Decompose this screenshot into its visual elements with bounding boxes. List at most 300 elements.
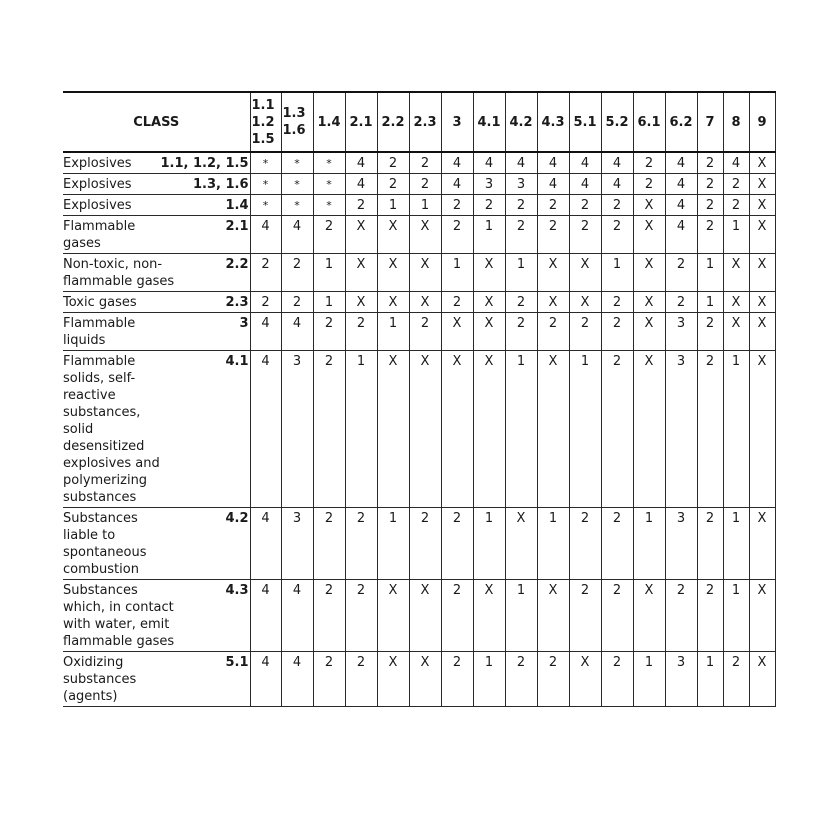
segregation-table <box>63 91 776 707</box>
segregation-value: 2 <box>580 198 590 213</box>
segregation-value: * <box>326 178 332 191</box>
segregation-value: 2 <box>548 219 558 234</box>
segregation-value-cell <box>633 652 665 707</box>
segregation-value: * <box>262 157 269 170</box>
segregation-value: 2 <box>612 354 622 369</box>
segregation-value-cell <box>601 292 633 313</box>
segregation-value-cell <box>441 313 473 351</box>
segregation-value-cell <box>313 313 345 351</box>
segregation-value-cell <box>473 152 505 174</box>
segregation-value: X <box>757 177 767 192</box>
segregation-value-cell <box>697 508 723 580</box>
segregation-value-cell <box>749 508 775 580</box>
table-row <box>63 292 775 313</box>
segregation-value-cell <box>441 195 473 216</box>
segregation-value: 2 <box>452 583 462 598</box>
class-code: 4.2 <box>225 511 249 526</box>
segregation-value-cell <box>601 652 633 707</box>
segregation-value: 2 <box>324 583 334 598</box>
column-header-label: 4.3 <box>541 114 565 130</box>
segregation-value-cell <box>250 195 281 216</box>
column-header-label: 1.5 <box>251 131 275 147</box>
segregation-value: 1 <box>324 295 334 310</box>
segregation-value-cell <box>537 292 569 313</box>
table-row <box>63 254 775 292</box>
column-header <box>697 92 723 152</box>
segregation-value: 2 <box>676 295 686 310</box>
segregation-value: 2 <box>420 177 430 192</box>
segregation-value-cell <box>665 351 697 508</box>
segregation-value-cell <box>473 508 505 580</box>
class-name-cell <box>63 652 250 707</box>
segregation-value-cell <box>313 254 345 292</box>
segregation-value: X <box>548 354 558 369</box>
segregation-value-cell <box>377 195 409 216</box>
segregation-value: X <box>757 219 767 234</box>
segregation-value: * <box>294 157 300 170</box>
class-name-cell <box>63 195 250 216</box>
column-header-label: 2.2 <box>381 114 405 130</box>
segregation-value: 4 <box>676 219 686 234</box>
column-header <box>441 92 473 152</box>
segregation-value-cell <box>665 652 697 707</box>
segregation-value-cell <box>749 292 775 313</box>
segregation-value-cell <box>345 313 377 351</box>
segregation-value-cell <box>601 351 633 508</box>
segregation-value: 2 <box>356 511 366 526</box>
segregation-value-cell <box>633 508 665 580</box>
segregation-value: 2 <box>388 156 398 171</box>
segregation-value: X <box>420 354 430 369</box>
segregation-value-cell <box>569 292 601 313</box>
column-header-label: 1.1 <box>251 97 275 113</box>
column-header <box>537 92 569 152</box>
segregation-value: 3 <box>516 177 526 192</box>
segregation-value: 4 <box>292 583 302 598</box>
segregation-value-cell <box>345 254 377 292</box>
column-header-label: 4.2 <box>509 114 533 130</box>
segregation-value-cell <box>601 174 633 195</box>
segregation-value: X <box>644 583 654 598</box>
segregation-value-cell <box>749 216 775 254</box>
segregation-value: 4 <box>292 316 302 331</box>
segregation-value: 2 <box>324 511 334 526</box>
segregation-value-cell <box>281 216 313 254</box>
segregation-value: 2 <box>324 316 334 331</box>
segregation-value: 2 <box>452 198 462 213</box>
segregation-value-cell <box>601 580 633 652</box>
segregation-value-cell <box>345 351 377 508</box>
segregation-value-cell <box>505 195 537 216</box>
segregation-value: 1 <box>324 257 334 272</box>
segregation-value: 1 <box>388 316 398 331</box>
class-name-cell <box>63 313 250 351</box>
segregation-value: X <box>644 198 654 213</box>
segregation-value-cell <box>377 508 409 580</box>
segregation-value-cell <box>749 580 775 652</box>
column-header <box>377 92 409 152</box>
class-name: Explosives <box>63 198 132 213</box>
segregation-value-cell <box>473 652 505 707</box>
segregation-value: 2 <box>452 295 462 310</box>
segregation-value-cell <box>345 652 377 707</box>
segregation-value: X <box>420 655 430 670</box>
segregation-value: 2 <box>516 316 526 331</box>
segregation-value-cell <box>569 174 601 195</box>
column-header <box>569 92 601 152</box>
segregation-value-cell <box>723 152 749 174</box>
segregation-value-cell <box>250 652 281 707</box>
segregation-value: X <box>484 354 494 369</box>
segregation-value: 2 <box>516 295 526 310</box>
segregation-value-cell <box>505 254 537 292</box>
segregation-value: X <box>548 295 558 310</box>
segregation-value: 2 <box>612 219 622 234</box>
segregation-value: 2 <box>705 156 715 171</box>
column-header-label: 1.2 <box>251 114 275 130</box>
segregation-value-cell <box>633 580 665 652</box>
segregation-value: X <box>644 257 654 272</box>
class-column-header: CLASS <box>63 92 250 152</box>
segregation-value: 3 <box>292 511 302 526</box>
segregation-value: 1 <box>388 511 398 526</box>
segregation-value-cell <box>377 580 409 652</box>
segregation-value: X <box>580 295 590 310</box>
column-header-label: 6.1 <box>637 114 661 130</box>
column-header-label: 1.3 <box>282 106 306 121</box>
segregation-value: X <box>757 511 767 526</box>
segregation-value: * <box>326 157 332 170</box>
segregation-value-cell <box>697 652 723 707</box>
segregation-value: 4 <box>356 156 366 171</box>
segregation-value-cell <box>345 580 377 652</box>
segregation-value-cell <box>377 652 409 707</box>
column-header-label: 3 <box>452 114 462 130</box>
segregation-value: 2 <box>261 257 270 272</box>
segregation-value-cell <box>409 292 441 313</box>
segregation-value: 2 <box>324 655 334 670</box>
class-name-cell <box>63 508 250 580</box>
segregation-value: X <box>388 295 398 310</box>
segregation-value: 3 <box>676 316 686 331</box>
segregation-value-cell <box>250 152 281 174</box>
segregation-value: 4 <box>731 156 741 171</box>
segregation-value-cell <box>441 292 473 313</box>
segregation-value: 1 <box>516 257 526 272</box>
segregation-value: * <box>294 199 300 212</box>
class-code: 1.3, 1.6 <box>192 177 249 192</box>
segregation-value: X <box>356 257 366 272</box>
class-code: 2.3 <box>225 295 249 310</box>
segregation-value: 2 <box>548 655 558 670</box>
segregation-value: X <box>420 583 430 598</box>
segregation-value: 4 <box>548 177 558 192</box>
segregation-value: 2 <box>705 583 715 598</box>
segregation-value: 4 <box>612 156 622 171</box>
segregation-value-cell <box>250 508 281 580</box>
segregation-value-cell <box>409 195 441 216</box>
segregation-value-cell <box>409 174 441 195</box>
segregation-value: 2 <box>612 198 622 213</box>
segregation-value: 1 <box>548 511 558 526</box>
segregation-value-cell <box>473 580 505 652</box>
segregation-value-cell <box>601 313 633 351</box>
segregation-value: 1 <box>705 655 715 670</box>
segregation-value-cell <box>537 313 569 351</box>
segregation-value: 2 <box>580 219 590 234</box>
segregation-value: X <box>356 295 366 310</box>
segregation-value: 2 <box>612 316 622 331</box>
segregation-value-cell <box>505 508 537 580</box>
segregation-value: 2 <box>580 511 590 526</box>
column-header-label: 8 <box>731 114 741 130</box>
segregation-value: X <box>757 655 767 670</box>
segregation-value: 1 <box>731 354 741 369</box>
segregation-value-cell <box>505 152 537 174</box>
column-header <box>345 92 377 152</box>
column-header-label: 5.2 <box>605 114 629 130</box>
segregation-value-cell <box>697 580 723 652</box>
table-body <box>63 152 775 707</box>
segregation-value: 1 <box>731 583 741 598</box>
segregation-value: X <box>644 316 654 331</box>
segregation-value-cell <box>537 216 569 254</box>
segregation-value: 2 <box>612 511 622 526</box>
segregation-value-cell <box>537 580 569 652</box>
segregation-value: 2 <box>612 295 622 310</box>
segregation-value: 1 <box>705 257 715 272</box>
segregation-value: 2 <box>705 177 715 192</box>
segregation-value: 4 <box>452 177 462 192</box>
column-header <box>473 92 505 152</box>
segregation-value: 2 <box>731 177 741 192</box>
segregation-value: 1 <box>484 655 494 670</box>
segregation-value: 2 <box>452 219 462 234</box>
segregation-value: X <box>644 219 654 234</box>
segregation-value: 2 <box>324 219 334 234</box>
segregation-value-cell <box>441 580 473 652</box>
segregation-value-cell <box>281 351 313 508</box>
column-header-label: 4.1 <box>477 114 501 130</box>
segregation-value-cell <box>723 216 749 254</box>
segregation-value-cell <box>409 216 441 254</box>
segregation-value-cell <box>697 216 723 254</box>
class-name-cell <box>63 292 250 313</box>
segregation-value-cell <box>473 351 505 508</box>
segregation-value: X <box>388 354 398 369</box>
segregation-value: 2 <box>705 316 715 331</box>
segregation-value: 1 <box>356 354 366 369</box>
segregation-value-cell <box>749 174 775 195</box>
table-row <box>63 195 775 216</box>
segregation-value-cell <box>377 313 409 351</box>
segregation-value-cell <box>633 216 665 254</box>
segregation-value: 1 <box>420 198 430 213</box>
segregation-value: 1 <box>644 511 654 526</box>
column-header <box>409 92 441 152</box>
segregation-value-cell <box>633 152 665 174</box>
segregation-value-cell <box>281 174 313 195</box>
class-name-cell <box>63 580 250 652</box>
segregation-value: 2 <box>580 583 590 598</box>
segregation-value-cell <box>569 216 601 254</box>
segregation-value-cell <box>250 351 281 508</box>
segregation-value: 2 <box>292 257 302 272</box>
segregation-value-cell <box>409 580 441 652</box>
segregation-value: 4 <box>612 177 622 192</box>
segregation-value-cell <box>697 174 723 195</box>
segregation-value: 2 <box>356 655 366 670</box>
class-name-cell <box>63 174 250 195</box>
segregation-value: 1 <box>580 354 590 369</box>
segregation-value-cell <box>697 292 723 313</box>
segregation-value-cell <box>665 292 697 313</box>
segregation-value: X <box>484 583 494 598</box>
segregation-value-cell <box>723 313 749 351</box>
segregation-value: X <box>580 257 590 272</box>
segregation-value: 1 <box>388 198 398 213</box>
segregation-value-cell <box>345 508 377 580</box>
table-row <box>63 508 775 580</box>
segregation-value-cell <box>377 351 409 508</box>
segregation-value-cell <box>313 351 345 508</box>
segregation-value: 2 <box>420 511 430 526</box>
segregation-value: 4 <box>580 156 590 171</box>
segregation-value-cell <box>441 508 473 580</box>
segregation-value-cell <box>723 652 749 707</box>
segregation-value: 3 <box>676 655 686 670</box>
segregation-value: 2 <box>705 354 715 369</box>
segregation-value: 1 <box>516 583 526 598</box>
segregation-value: X <box>516 511 526 526</box>
segregation-value-cell <box>749 652 775 707</box>
segregation-value: 2 <box>705 511 715 526</box>
column-header-label: 5.1 <box>573 114 597 130</box>
segregation-value-cell <box>313 216 345 254</box>
column-header <box>723 92 749 152</box>
segregation-value-cell <box>601 195 633 216</box>
segregation-value-cell <box>377 152 409 174</box>
segregation-value-cell <box>281 508 313 580</box>
segregation-value: 3 <box>676 511 686 526</box>
segregation-value: 4 <box>484 156 494 171</box>
segregation-value: X <box>388 219 398 234</box>
segregation-value-cell <box>537 351 569 508</box>
segregation-value: X <box>484 257 494 272</box>
segregation-value-cell <box>569 195 601 216</box>
segregation-value-cell <box>281 292 313 313</box>
segregation-value: 1 <box>484 511 494 526</box>
segregation-value: X <box>757 257 767 272</box>
segregation-value-cell <box>505 652 537 707</box>
table-row <box>63 580 775 652</box>
segregation-value-cell <box>633 292 665 313</box>
table-header-row <box>63 92 775 152</box>
segregation-value: X <box>731 295 741 310</box>
segregation-value-cell <box>505 313 537 351</box>
segregation-value: 2 <box>731 655 741 670</box>
segregation-value: X <box>420 295 430 310</box>
segregation-value-cell <box>345 216 377 254</box>
segregation-value-cell <box>723 254 749 292</box>
segregation-value-cell <box>409 351 441 508</box>
segregation-value-cell <box>377 292 409 313</box>
segregation-value-cell <box>441 351 473 508</box>
segregation-value: X <box>757 295 767 310</box>
class-code: 1.4 <box>225 198 249 213</box>
segregation-value-cell <box>569 652 601 707</box>
column-header-label: 2.3 <box>413 114 437 130</box>
segregation-value: 3 <box>484 177 494 192</box>
class-name: Substances liable to spontaneous combustion <box>63 511 147 577</box>
segregation-value: 2 <box>356 583 366 598</box>
segregation-value: 2 <box>420 156 430 171</box>
segregation-value-cell <box>409 508 441 580</box>
table-row <box>63 174 775 195</box>
table-row <box>63 152 775 174</box>
segregation-value: X <box>388 257 398 272</box>
segregation-value-cell <box>665 254 697 292</box>
segregation-value-cell <box>441 652 473 707</box>
segregation-value-cell <box>569 313 601 351</box>
segregation-value-cell <box>313 580 345 652</box>
segregation-value-cell <box>409 152 441 174</box>
segregation-value: * <box>294 178 300 191</box>
segregation-value: 2 <box>580 316 590 331</box>
segregation-value-cell <box>250 580 281 652</box>
segregation-value: 4 <box>580 177 590 192</box>
class-name: Non-toxic, non- flammable gases <box>63 257 175 289</box>
segregation-value-cell <box>250 216 281 254</box>
segregation-value: 4 <box>261 354 270 369</box>
segregation-value: 1 <box>731 219 741 234</box>
segregation-value: 4 <box>676 177 686 192</box>
segregation-value-cell <box>665 508 697 580</box>
segregation-value: 2 <box>452 511 462 526</box>
segregation-value-cell <box>633 313 665 351</box>
segregation-value-cell <box>345 174 377 195</box>
class-name-cell <box>63 254 250 292</box>
segregation-value: * <box>262 199 269 212</box>
segregation-value-cell <box>601 254 633 292</box>
segregation-value: 2 <box>420 316 430 331</box>
class-name-cell <box>63 152 250 174</box>
segregation-value-cell <box>377 216 409 254</box>
column-header-label: 2.1 <box>349 114 373 130</box>
segregation-value-cell <box>723 174 749 195</box>
segregation-value-cell <box>633 195 665 216</box>
segregation-value-cell <box>281 313 313 351</box>
segregation-value-cell <box>313 292 345 313</box>
segregation-value-cell <box>473 174 505 195</box>
class-code: 4.1 <box>225 354 249 369</box>
segregation-value: 3 <box>292 354 302 369</box>
segregation-value: 2 <box>612 583 622 598</box>
segregation-value-cell <box>697 152 723 174</box>
segregation-value: X <box>356 219 366 234</box>
segregation-value-cell <box>250 254 281 292</box>
column-header <box>505 92 537 152</box>
segregation-value-cell <box>409 254 441 292</box>
segregation-value: X <box>388 583 398 598</box>
column-header <box>633 92 665 152</box>
segregation-value-cell <box>723 195 749 216</box>
segregation-value-cell <box>313 195 345 216</box>
column-header-label: 9 <box>757 114 767 130</box>
segregation-value: 4 <box>261 316 270 331</box>
segregation-value-cell <box>633 254 665 292</box>
class-code: 4.3 <box>225 583 249 598</box>
